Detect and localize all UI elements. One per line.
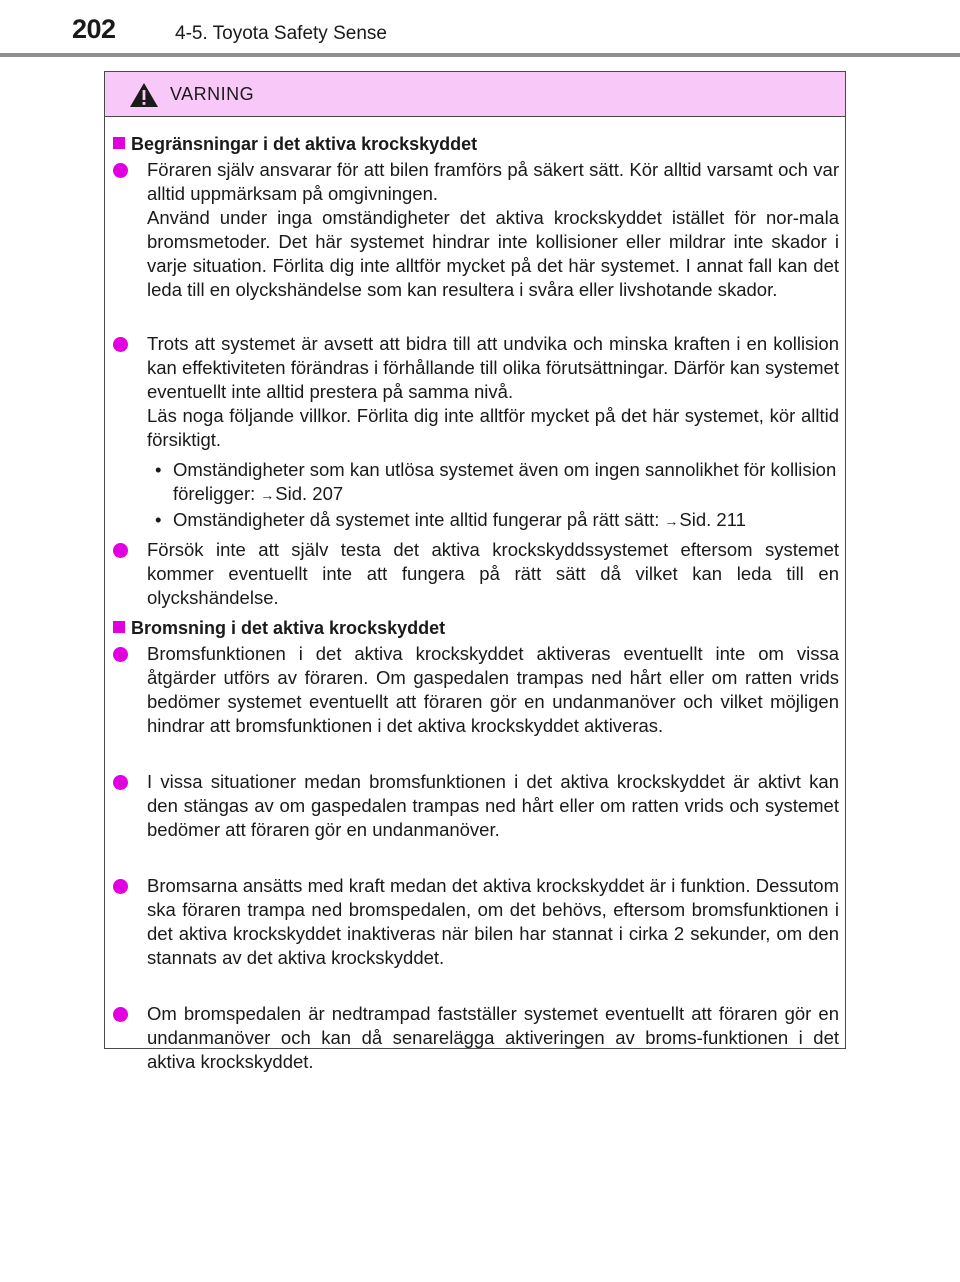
list-item [113,158,839,302]
section-heading-text: Bromsning i det aktiva krockskyddet [131,618,446,638]
round-bullet-icon [113,647,128,662]
square-bullet-icon [113,137,125,149]
list-item [113,332,839,452]
warning-label: VARNING [170,84,255,104]
paragraph: Föraren själv ansvarar för att bilen framförs på säkert sätt. Kör alltid varsamt och var alltid uppmärksam på omgivningen. [147,159,839,204]
section-heading-text: Begränsningar i det aktiva krockskyddet [131,134,478,154]
list-item [113,874,839,970]
paragraph: Läs noga följande villkor. Förlita dig inte alltför mycket på det här systemet, kör alltid försiktigt. [147,405,839,450]
list-item [113,642,839,738]
sub-list-item [155,458,845,507]
round-bullet-icon [113,775,128,790]
paragraph: Om bromspedalen är nedtrampad fastställer systemet eventuellt att föraren gör en undanmanöver och kan då senarelägga aktiveringen av broms-funktionen i det aktiva krockskyddet. [147,1003,839,1072]
paragraph: Försök inte att själv testa det aktiva krockskyddssystemet eftersom systemet kommer eventuellt inte att fungera på rätt sätt då vilket kan leda till en olyckshändelse. [147,539,839,608]
arrow-right-icon: → [260,487,275,503]
section-title: 4-5. Toyota Safety Sense [175,23,387,44]
sub-list-item [155,508,845,533]
sub-bullet: • [155,459,162,480]
page-header [72,12,952,52]
paragraph: Använd under inga omständigheter det aktiva krockskyddet istället för nor-mala bromsmetoder. Det här systemet hindrar inte kollisioner eller mildrar inte skador i varje situation. Förlita dig inte alltför mycket på det här systemet. I annat fall kan det leda till en olyckshändelse som kan resultera i svåra eller livshotande skador. [147,207,839,300]
paragraph: Bromsarna ansätts med kraft medan det aktiva krockskyddet är i funktion. Dessutom ska föraren trampa ned bromspedalen, om det behövs, eftersom bromsfunktionen i det aktiva krockskyddet inaktiveras när bilen har stannat i cirka 2 sekunder, om den stannats av det aktiva krockskyddet. [147,875,839,968]
paragraph: I vissa situationer medan bromsfunktionen i det aktiva krockskyddet är aktivt kan den stängas av om gaspedalen trampas ned hårt eller om ratten vrids och systemet bedömer att föraren gör en undanmanöver. [147,771,839,840]
header-rule [0,53,960,57]
paragraph: Bromsfunktionen i det aktiva krockskyddet aktiveras eventuellt inte om vissa åtgärder utförs av föraren. Om gaspedalen trampas ned hårt eller om ratten vrids bedömer systemet eventuellt att föraren gör en undanmanöver och vilket möjligen hindrar att bromsfunktionen i det aktiva krockskyddet aktiveras. [147,643,839,736]
page-reference[interactable]: Sid. 211 [679,509,746,530]
square-bullet-icon [113,621,125,633]
sub-item-text: Omständigheter som kan utlösa systemet även om ingen sannolikhet för kollision föreligger: [173,459,837,504]
page-number: 202 [72,14,116,44]
paragraph: Trots att systemet är avsett att bidra till att undvika och minska kraften i en kollision kan effektiviteten förändras i förhållande till olika förutsättningar. Därför kan systemet eventuellt inte alltid prestera på samma nivå. [147,333,839,402]
section-heading [113,618,445,639]
warning-box [104,71,846,1072]
page-reference[interactable]: Sid. 207 [275,483,344,504]
round-bullet-icon [113,1007,128,1022]
list-item [113,538,839,610]
section-heading [113,134,477,155]
arrow-right-icon: → [664,513,679,529]
round-bullet-icon [113,879,128,894]
sub-item-text: Omständigheter då systemet inte alltid fungerar på rätt sätt: [173,509,660,530]
round-bullet-icon [113,543,128,558]
list-item [113,1002,839,1074]
warning-bar [105,72,845,117]
list-item [113,770,839,842]
round-bullet-icon [113,163,128,178]
warning-triangle-icon [129,82,159,108]
sub-bullet: • [155,509,162,530]
round-bullet-icon [113,337,128,352]
